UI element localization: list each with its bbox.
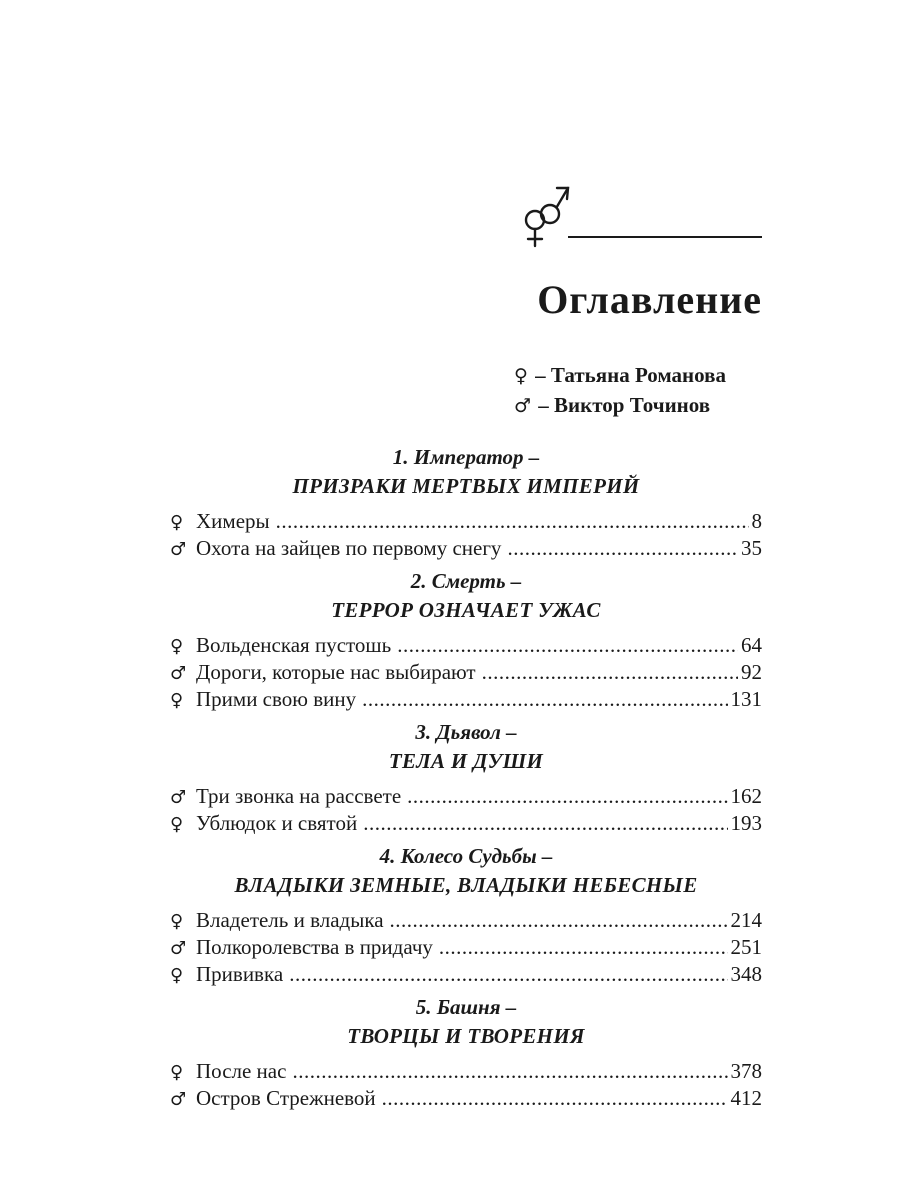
- toc-entry[interactable]: [170, 1085, 762, 1112]
- section-title: 2. Смерть –: [410, 569, 522, 593]
- dot-leader: [390, 907, 728, 934]
- entry-title: Прививка: [196, 962, 284, 986]
- section-heading-2: [170, 567, 762, 625]
- page-number: 412: [730, 1086, 762, 1110]
- dot-leader: [292, 1058, 727, 1085]
- entry-title: После нас: [196, 1059, 287, 1083]
- toc-entry[interactable]: [170, 934, 762, 961]
- page-number: 214: [730, 908, 762, 932]
- toc-entry[interactable]: [170, 907, 762, 934]
- dot-leader: [289, 961, 727, 988]
- toc-entry[interactable]: [170, 508, 762, 535]
- entry-title: Владетель и владыка: [196, 908, 384, 932]
- male-symbol-icon: ♂: [514, 395, 532, 417]
- dot-leader: [276, 508, 749, 535]
- section-title: 4. Колесо Судьбы –: [379, 844, 553, 868]
- dot-leader: [363, 810, 727, 837]
- page-number: 92: [741, 660, 762, 684]
- page-number: 193: [730, 811, 762, 835]
- author-item-female: [514, 360, 784, 390]
- page-number: 131: [730, 687, 762, 711]
- author-symbol-icon: ♀: [170, 814, 184, 835]
- author-name: – Виктор Точинов: [538, 393, 711, 417]
- section-title: 3. Дьявол –: [415, 720, 517, 744]
- section-title: 1. Император –: [392, 445, 540, 469]
- page-number: 64: [741, 633, 762, 657]
- page-number: 35: [741, 536, 762, 560]
- author-symbol-icon: ♂: [170, 1089, 187, 1110]
- author-legend: [514, 360, 784, 420]
- section-subtitle: ТЕЛА И ДУШИ: [388, 749, 544, 773]
- page-number: 8: [751, 509, 762, 533]
- author-symbol-icon: ♂: [170, 663, 187, 684]
- gender-symbols-icon: [518, 180, 588, 255]
- page-number: 348: [730, 962, 762, 986]
- author-symbol-icon: ♀: [170, 690, 184, 711]
- author-symbol-icon: ♀: [170, 911, 184, 932]
- page-title: Оглавление: [537, 277, 762, 322]
- section-heading-3: [170, 718, 762, 776]
- entry-title: Охота на зайцев по первому снегу: [196, 536, 502, 560]
- toc-entry[interactable]: [170, 686, 762, 713]
- author-symbol-icon: ♀: [170, 636, 184, 657]
- page-number: 162: [730, 784, 762, 808]
- entry-title: Прими свою вину: [196, 687, 357, 711]
- section-subtitle: ВЛАДЫКИ ЗЕМНЫЕ, ВЛАДЫКИ НЕБЕСНЫЕ: [234, 873, 698, 897]
- page-number: 378: [730, 1059, 762, 1083]
- author-item-male: [514, 390, 784, 420]
- entry-title: Химеры: [196, 509, 270, 533]
- author-symbol-icon: ♂: [170, 787, 187, 808]
- entry-title: Вольденская пустошь: [196, 633, 392, 657]
- dot-leader: [482, 659, 738, 686]
- section-heading-5: [170, 993, 762, 1051]
- author-symbol-icon: ♀: [170, 1062, 184, 1083]
- section-subtitle: ПРИЗРАКИ МЕРТВЫХ ИМПЕРИЙ: [292, 474, 640, 498]
- entry-title: Три звонка на рассвете: [196, 784, 402, 808]
- entry-title: Полкоролевства в придачу: [196, 935, 433, 959]
- section-title: 5. Башня –: [415, 995, 517, 1019]
- author-symbol-icon: ♂: [170, 938, 187, 959]
- dot-leader: [407, 783, 727, 810]
- table-of-contents: [170, 438, 762, 1112]
- author-symbol-icon: ♀: [170, 512, 184, 533]
- page-number: 251: [730, 935, 762, 959]
- section-heading-4: [170, 842, 762, 900]
- section-heading-1: [170, 443, 762, 501]
- toc-entry[interactable]: [170, 1058, 762, 1085]
- toc-entry[interactable]: [170, 783, 762, 810]
- author-name: – Татьяна Романова: [535, 363, 726, 387]
- entry-title: Ублюдок и святой: [196, 811, 358, 835]
- section-subtitle: ТЕРРОР ОЗНАЧАЕТ УЖАС: [331, 598, 601, 622]
- header-rule: [568, 236, 762, 238]
- toc-entry[interactable]: [170, 632, 762, 659]
- dot-leader: [507, 535, 738, 562]
- entry-title: Дороги, которые нас выбирают: [196, 660, 476, 684]
- dot-leader: [362, 686, 727, 713]
- dot-leader: [397, 632, 738, 659]
- dot-leader: [382, 1085, 728, 1112]
- author-symbol-icon: ♀: [170, 965, 184, 986]
- toc-entry[interactable]: [170, 535, 762, 562]
- entry-title: Остров Стрежневой: [196, 1086, 376, 1110]
- female-symbol-icon: ♀: [514, 365, 528, 387]
- toc-entry[interactable]: [170, 659, 762, 686]
- author-symbol-icon: ♂: [170, 539, 187, 560]
- toc-entry[interactable]: [170, 961, 762, 988]
- dot-leader: [439, 934, 728, 961]
- section-subtitle: ТВОРЦЫ И ТВОРЕНИЯ: [347, 1024, 585, 1048]
- toc-entry[interactable]: [170, 810, 762, 837]
